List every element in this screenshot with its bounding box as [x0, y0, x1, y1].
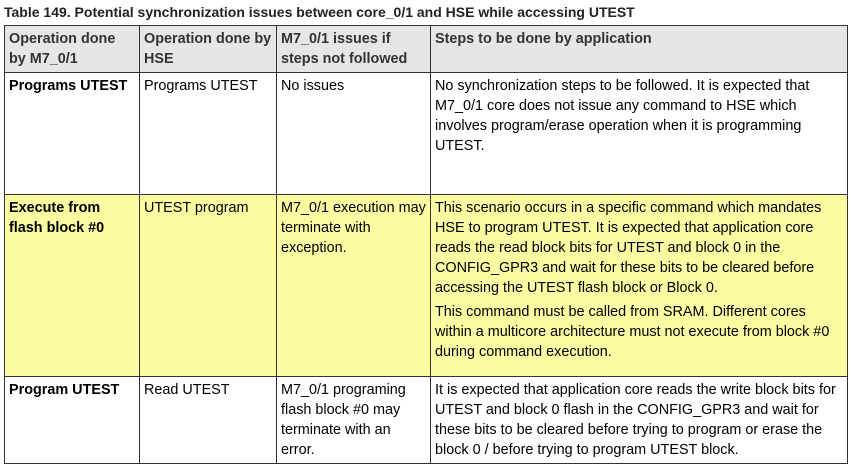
steps-paragraph: This scenario occurs in a specific command which mandates HSE to program UTEST. It is expected that application core reads the read block bits for UTEST and block 0 in the CONFIG_GPR3 and wait for these bits to be cleared before accessing the UTEST flash block or Block 0.	[435, 200, 822, 296]
cell-op-hse: UTEST program	[140, 195, 277, 377]
cell-issues: M7_0/1 programing flash block #0 may terminate with an error.	[277, 377, 431, 464]
header-operation-m7: Operation done by M7_0/1	[5, 26, 140, 73]
steps-paragraph: No synchronization steps to be followed. It is expected that M7_0/1 core does not issue any command to HSE which involves program/erase operation when it is programming UTEST.	[435, 78, 810, 154]
table-header-row	[5, 26, 848, 73]
steps-paragraph: This command must be called from SRAM. Different cores within a multicore architecture must not execute from block #0 during command execution.	[435, 304, 830, 360]
table-caption: Table 149. Potential synchronization issues between core_0/1 and HSE while accessing UTEST	[4, 4, 635, 20]
cell-steps	[431, 195, 848, 377]
header-issues: M7_0/1 issues if steps not followed	[277, 26, 431, 73]
header-steps: Steps to be done by application	[431, 26, 848, 73]
cell-op-m7: Programs UTEST	[5, 73, 140, 195]
cell-issues: No issues	[277, 73, 431, 195]
table-row	[5, 73, 848, 195]
cell-op-m7: Program UTEST	[5, 377, 140, 464]
cell-steps	[431, 377, 848, 464]
header-operation-hse: Operation done by HSE	[140, 26, 277, 73]
sync-issues-table	[4, 25, 848, 464]
table-row-highlighted	[5, 195, 848, 377]
cell-op-hse: Programs UTEST	[140, 73, 277, 195]
cell-issues: M7_0/1 execution may terminate with exception.	[277, 195, 431, 377]
cell-op-m7: Execute from flash block #0	[5, 195, 140, 377]
cell-op-hse: Read UTEST	[140, 377, 277, 464]
cell-steps	[431, 73, 848, 195]
steps-paragraph: It is expected that application core reads the write block bits for UTEST and block 0 flash in the CONFIG_GPR3 and wait for these bits to be cleared before trying to program or erase the block 0 / before trying to program UTEST block.	[435, 382, 836, 458]
table-row	[5, 377, 848, 464]
